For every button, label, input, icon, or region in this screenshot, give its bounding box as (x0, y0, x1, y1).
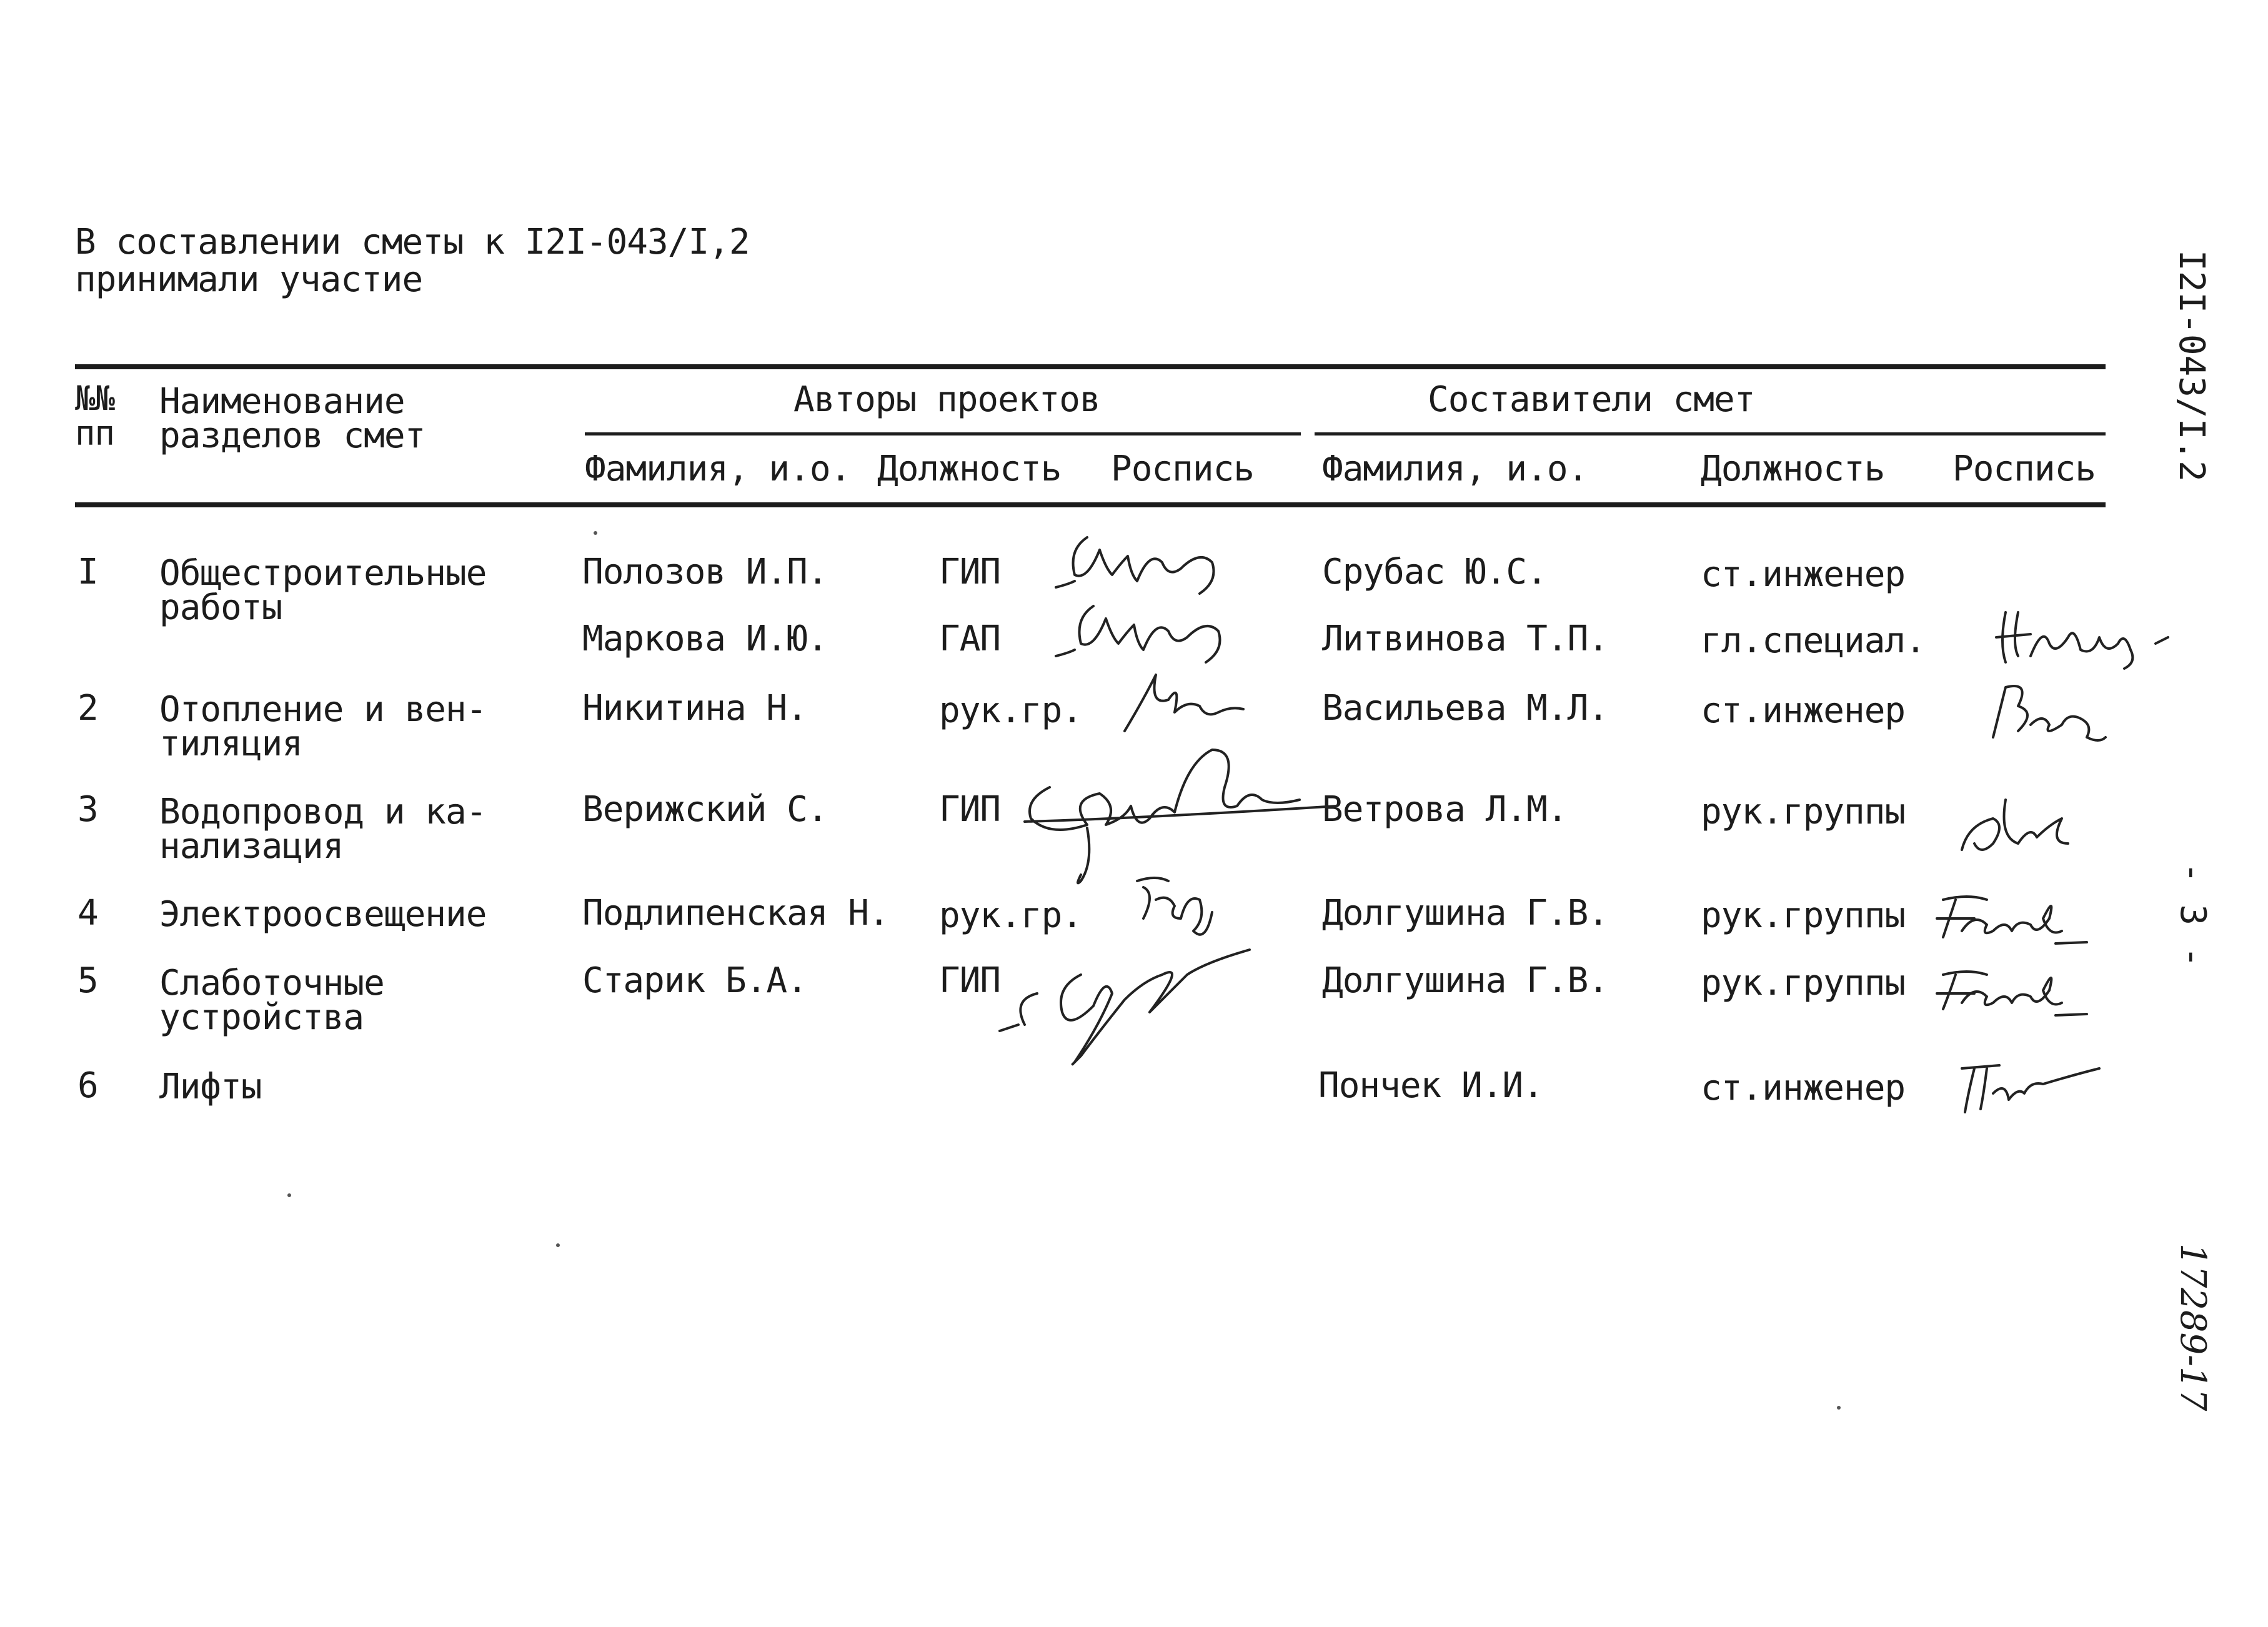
row-5-num: 5 (77, 960, 98, 1001)
row-5-section-1: Слаботочные (159, 963, 384, 1003)
row-5-compiler-name: Долгушина Г.В. (1322, 960, 1609, 1001)
authors-name-heading: Фамилия, и.о. (585, 449, 851, 489)
signature-starik (1000, 937, 1262, 1075)
margin-archive-number: 17289-17 (2172, 1243, 2213, 1411)
row-1-author-2-name: Маркова И.Ю. (582, 619, 828, 659)
row-2-author-name: Никитина Н. (582, 688, 807, 729)
speck (594, 531, 597, 535)
row-2-section-1: Отопление и вен- (159, 689, 487, 730)
row-6-num: 6 (77, 1065, 98, 1106)
row-4-num: 4 (77, 893, 98, 933)
authors-group-rule (585, 432, 1301, 435)
row-5-author-position: ГИП (939, 960, 1001, 1001)
row-1-section-2: работы (159, 587, 282, 628)
col-section-heading-2: разделов смет (159, 415, 425, 456)
row-1-author-1-name: Полозов И.П. (582, 552, 828, 592)
row-3-section-2: нализация (159, 826, 344, 867)
row-1-compiler-2-name: Литвинова Т.П. (1322, 619, 1609, 659)
row-3-author-position: ГИП (939, 789, 1001, 830)
row-2-section-2: тиляция (159, 724, 303, 764)
row-2-num: 2 (77, 688, 98, 729)
compilers-name-heading: Фамилия, и.о. (1322, 449, 1588, 489)
row-4-compiler-name: Долгушина Г.В. (1322, 893, 1609, 933)
signature-dolgushina-2 (1931, 950, 2093, 1018)
speck (287, 1193, 291, 1197)
speck (1837, 1406, 1841, 1410)
authors-position-heading: Должность (877, 449, 1062, 489)
signature-markova (1050, 594, 1250, 669)
row-2-compiler-name: Васильева М.Л. (1322, 688, 1609, 729)
row-1-author-1-position: ГИП (939, 552, 1001, 592)
row-5-section-2: устройства (159, 997, 364, 1038)
row-1-author-2-position: ГАП (939, 619, 1001, 659)
row-3-section-1: Водопровод и ка- (159, 792, 487, 832)
signature-nikitina (1112, 662, 1262, 737)
row-1-num: I (77, 552, 98, 592)
table-top-rule (75, 364, 2106, 369)
row-2-author-position: рук.гр. (939, 690, 1083, 731)
authors-group-heading: Авторы проектов (793, 379, 1100, 420)
signature-dolgushina-1 (1931, 881, 2093, 950)
col-num-heading-1: №№ (75, 379, 115, 418)
row-4-section-1: Электроосвещение (159, 894, 487, 935)
row-1-section-1: Общестроительные (159, 553, 487, 594)
authors-signature-heading: Роспись (1111, 449, 1255, 489)
row-1-compiler-2-position: гл.специал. (1701, 620, 1926, 661)
signature-vetrova (1956, 787, 2093, 862)
row-1-compiler-1-name: Срубас Ю.С. (1322, 552, 1547, 592)
speck (556, 1243, 560, 1247)
table-header-bottom-rule (75, 502, 2106, 507)
header-line-2: принимали участие (75, 259, 423, 300)
row-6-section-1: Лифты (159, 1067, 262, 1107)
compilers-position-heading: Должность (1701, 449, 1885, 489)
row-3-compiler-name: Ветрова Л.М. (1322, 789, 1568, 830)
header-line-1: В составлении сметы к I2I-043/I,2 (75, 222, 750, 262)
row-6-compiler-position: ст.инженер (1701, 1068, 1906, 1108)
col-num-heading-2: пп (75, 414, 115, 453)
row-3-compiler-position: рук.группы (1701, 792, 1906, 832)
row-4-author-name: Подлипенская Н. (582, 893, 889, 933)
compilers-group-heading: Составители смет (1428, 379, 1755, 420)
row-2-compiler-position: ст.инженер (1701, 690, 1906, 731)
row-5-compiler-position: рук.группы (1701, 963, 1906, 1003)
signature-polozov (1050, 525, 1250, 600)
signature-vasilyeva (1981, 675, 2118, 750)
signature-litvinova (1993, 600, 2174, 669)
col-section-heading-1: Наименование (159, 381, 405, 422)
row-1-compiler-1-position: ст.инженер (1701, 554, 1906, 595)
row-4-author-position: рук.гр. (939, 895, 1083, 936)
row-3-author-name: Верижский С. (582, 789, 828, 830)
margin-doc-code: I2I-043/I.2 (2171, 250, 2212, 482)
compilers-group-rule (1315, 432, 2106, 435)
row-6-compiler-name: Пончек И.И. (1318, 1065, 1543, 1106)
compilers-signature-heading: Роспись (1952, 449, 2096, 489)
row-5-author-name: Старик Б.А. (582, 960, 807, 1001)
signature-ponchek (1949, 1050, 2106, 1118)
row-4-compiler-position: рук.группы (1701, 895, 1906, 936)
row-3-num: 3 (77, 789, 98, 830)
margin-page-number: - 3 - (2172, 862, 2213, 968)
